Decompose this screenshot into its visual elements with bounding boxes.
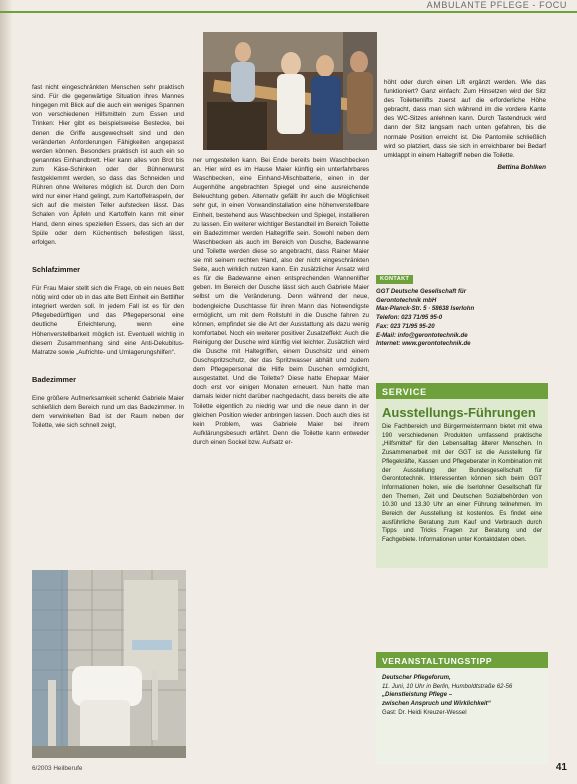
column-2-paragraph: ner umgestellen kann. Bei Ende bereits beim Waschbecken an. Hier wird es im Hause Maier künftig ein unterfahrbares Waschbecken, eine Einhand-Mischbatterie, einen in der Augenhöhe angebrachten Spiegel und eine ausreichende Beleuchtung geben. Alternativ gefällt ihr auch die Möglichkeit sehr gut, in einen Vorwandinstallation eine höhenverstellbare Einheit, bestehend aus Waschbecken und Spiegel, installieren zu lassen. Ein weiterer wichtiger Bestandteil im Bereich Toilette ein Badezimmer werden Haltegriffe sein. Sowohl neben dem Waschbecken als auch im Bereich von Dusche, Badewanne und Toilette werden diese so angebracht, dass Rainer Maier sie mit seinem rechten Hand, also der nicht eingeschränkten Seite, auch wirklich nutzen kann. Ein zusätzlicher Ansatz wird es für die Badewanne einen entsprechenden Wannenlifter geben. Im Bereich der Dusche lässt sich auch Gabriele Maier selbst um die Veränderung. Denn während der neue, bodengleiche Duschtasse für ihren Mann das Notwendigste ermöglicht, um mit dem Rollstuhl in die Dusche fahren zu können, empfindet sie die Art der Ausstattung als dazu wenig komfortabel. Noch ein weiterer positiver Zusatzeffekt: Auch die Reinigung der Dusche wird künftig viel leichter. Zusätzlich wird die Dusche mit Haltegriffen, einem Duschsitz und einem Duschspritzschutz, der das Spritzwasser abhält und zudem dem Pflegepersonal die Hilfe beim Duschen ermöglicht, ausgestattet. Und die Toilette? Diese hatte Ehepaar Maier doch erst vor einigen Monaten erneuert. Nun hatte man damals leider nicht darüber nachgedacht, dass bereits die alte Toilette eigentlich zu niedrig war und die neue dann in der gleichen Position wieder anbringen lassen. Doch auch dies ist kein Problem, was Gabriele Maier bei ihrem Aufklärungsbesuch erfährt. Denn die Toilette kann entweder durch einen Sockel bzw. Aufsatz er- <box>193 157 369 446</box>
kontakt-phone: Telefon: 023 71/95 95-0 <box>376 314 443 322</box>
tipp-bar: VERANSTALTUNGSTIPP <box>376 654 548 668</box>
tipp-line: Gast: Dr. Heidi Kreuzer-Wessel <box>382 708 467 716</box>
column-3-paragraph: höht oder durch einen Lift ergänzt werden. Wie das funktioniert? Ganz einfach: Zum Hinsetzen wird der Sitz des Toilettenlifts zuerst auf die erforderliche Höhe gebracht, dass man sich während im die vordere Kante des WC-Sitzes anlehnen kann. Durch Tastendruck wird dann der Sitz langsam nach unten gefahren, bis die normale Position erreicht ist. Die Pantomile schließlich wird so platziert, dass sie sich in erreichbarer bei Bedarf umklappt in einem Haltegriff neben die Toilette. <box>384 79 546 159</box>
kontakt-address: Max-Planck-Str. 5 · 58638 Iserlohn <box>376 305 475 313</box>
article-column-2 <box>193 156 369 447</box>
article-column-3 <box>384 78 546 172</box>
veranstaltungstipp-box <box>376 652 548 764</box>
kontakt-website-link[interactable]: Internet: www.gerontotechnik.de <box>376 340 471 348</box>
kontakt-box <box>376 275 548 349</box>
tipp-line: 11. Juni, 10 Uhr in Berlin, Humboldtstraße 62-56 <box>382 682 513 690</box>
intro-paragraph: fast nicht eingeschränkten Menschen sehr praktisch sind. Für die gegenwärtige Situation ihres Mannes hingegen mit Blick auf die auch ein weniges Spannen von verschiedenen Hilfsmitteln zum Essen und Trinken: Hier gibt es beispielsweise Bestecke, bei denen die Griffe ausgewechselt sind und den veränderten Anforderungen Fähigkeiten angepasst werden können. Besonders praktisch ist auch ein so genanntes Einhandbrett. Hier kann alles von Brot bis zum Käse-Schinken oder der Bühnenwurst festgeklemmt werden, so dass das Schneiden und Rühren ohne Weiteres möglich ist. Durch den Dorn wird nur einer Hand gelingt, zum Kartoffelraspeln, der sich auf die meisten Teller aufstecken lässt. Das Schalen von Äpfeln und Kartoffeln kann mit einer Hand, denn eines speziellen Essers, das sich an der Spüle oder dem Küchentisch befestigen lässt, erfolgen. <box>32 84 184 246</box>
heading-badezimmer: Badezimmer <box>32 374 76 384</box>
footer-issue: 6/2003 Heilberufe <box>32 765 83 772</box>
service-title: Ausstellungs-Führungen <box>382 405 536 420</box>
author-signature: Bettina Bohlken <box>497 163 546 171</box>
page-binding-shadow <box>0 0 12 784</box>
kontakt-fax: Fax: 023 71/95 95-20 <box>376 322 435 330</box>
kontakt-lines <box>376 288 548 349</box>
service-body: Die Fachbereich und Bürgermeistermann bietet mit etwa 190 verschiedenen Produkten umfassend praktische „Hilfsmittel“ für den Lebensalltag älterer Menschen. In Zusammenarbeit mit der GGT ist die Ausstellung für Pflegekräfte, Kassen und Pflegeberater in Kombination mit der Ausstellung der Bundesgesellschaft für Gerontotechnik. Interessenten können sich beim GGT Informationen holen, wie die Iserlohner Gesellschaft für den Themen, Zeit und Deutschen Sozialbehörden von 10.30 und 13.30 Uhr an einer Führung teilnehmen. Im Bereich der Ausstellung ist kostenlos. Es findet eine ausführliche Beratung zum Kauf und Verbrauch durch Tipps und Tricks Fragen zur Beratung und der Fachgebiete. Informationen unter Kontaktdaten oben. <box>382 423 542 544</box>
photo-people-consultation <box>203 32 377 150</box>
section-label: AMBULANTE PFLEGE - FOCU <box>421 0 567 10</box>
tipp-line: „Dienstleistung Pflege – <box>382 691 453 699</box>
kontakt-tag: KONTAKT <box>376 275 413 284</box>
service-box <box>376 383 548 568</box>
page-footer <box>0 762 577 780</box>
heading-schlafzimmer: Schlafzimmer <box>32 264 81 274</box>
article-column-1 <box>32 74 184 440</box>
service-bar: SERVICE <box>376 385 548 399</box>
page-number: 41 <box>555 762 567 773</box>
header-rule <box>0 11 577 13</box>
kontakt-line: GGT Deutsche Gesellschaft für <box>376 288 467 295</box>
kontakt-email-link[interactable]: E-Mail: info@gerontotechnik.de <box>376 331 468 339</box>
badezimmer-paragraph: Eine größere Aufmerksamkeit schenkt Gabriele Maier schließlich dem Bereich rund um das Badezimmer. In dem verwinkelten Bad ist der Raum neben der Toilette, wie sich schnell zeigt, <box>32 395 184 430</box>
tipp-line: zwischen Anspruch und Wirklichkeit“ <box>382 700 491 708</box>
schlafzimmer-paragraph: Für Frau Maier stellt sich die Frage, ob ein neues Bett nötig wird oder ob in das alte Bett Einheit ein Bettlifter integriert werden soll. In jedem Fall ist es für den Pflegebedürftigen und das Pflegepersonal eine deutliche Erleichterung, wenn eine Höhenverstellbarkeit möglich ist. Eventuell wichtig in diesem Zusammenhang sind eine Anti-Dekubitus-Matratze sowie „Aufrichte- und Umlagerungshilfen“. <box>32 285 184 356</box>
tipp-body <box>376 668 548 724</box>
kontakt-line: Gerontotechnik mbH <box>376 296 437 304</box>
tipp-line: Deutscher Pflegeforum, <box>382 674 451 681</box>
section-header <box>0 0 577 14</box>
photo-bathroom-toilet-lift <box>32 570 186 758</box>
